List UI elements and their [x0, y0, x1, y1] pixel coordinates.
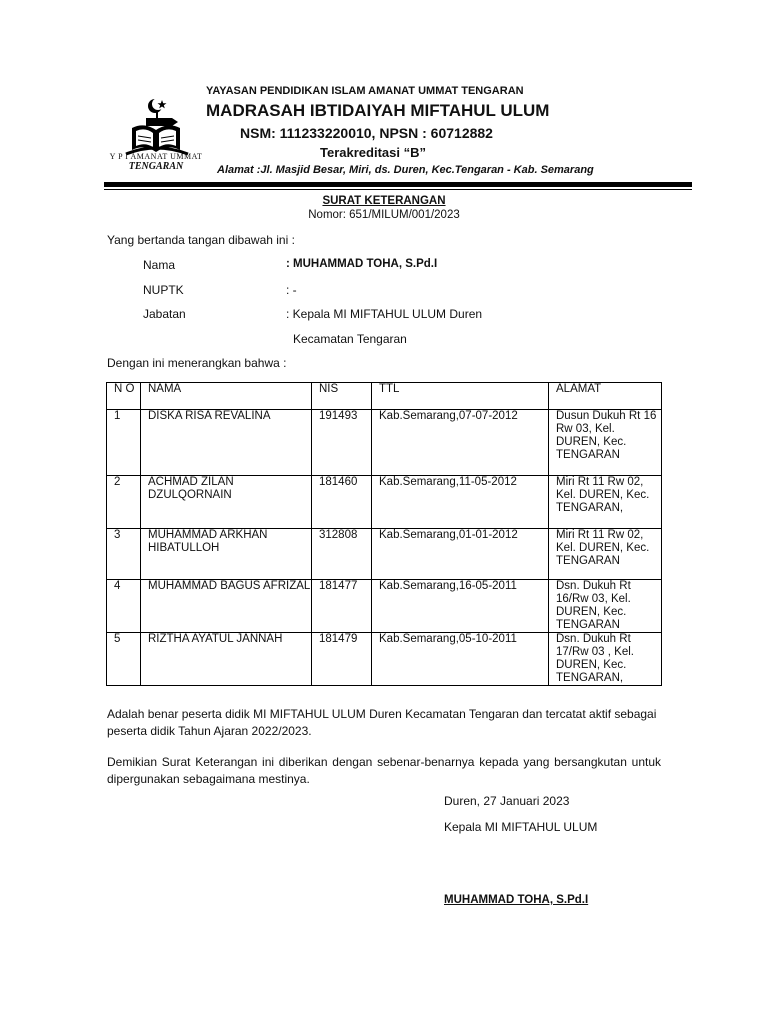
- table-header-row: [107, 383, 662, 410]
- cell-address: Dsn. Dukuh Rt 17/Rw 03 , Kel. DUREN, Kec. TENGARAN,: [549, 633, 662, 686]
- cell-address: Dusun Dukuh Rt 16 Rw 03, Kel. DUREN, Kec. TENGARAN: [549, 410, 662, 476]
- statement-paragraph: Adalah benar peserta didik MI MIFTAHUL ULUM Duren Kecamatan Tengaran dan tercatat aktif sebagai peserta didik Tahun Ajaran 2022/2023.: [107, 707, 657, 738]
- cell-nis: 312808: [312, 529, 372, 580]
- col-header-no: N O: [107, 383, 141, 410]
- cell-nis: 181460: [312, 476, 372, 529]
- cell-ttl: Kab.Semarang,07-07-2012: [372, 410, 549, 476]
- col-header-address: ALAMAT: [549, 383, 662, 410]
- col-header-ttl: TTL: [372, 383, 549, 410]
- school-address: Alamat :Jl. Masjid Besar, Miri, ds. Duren, Kec.Tengaran - Kab. Semarang: [217, 164, 594, 176]
- cell-ttl: Kab.Semarang,11-05-2012: [372, 476, 549, 529]
- cell-ttl: Kab.Semarang,01-01-2012: [372, 529, 549, 580]
- cell-name: ACHMAD ZILAN DZULQORNAIN: [141, 476, 312, 529]
- signer-position-value-cont: Kecamatan Tengaran: [293, 332, 407, 346]
- cell-no: 3: [107, 529, 141, 580]
- signer-name-label: Nama: [143, 258, 176, 272]
- cell-nis: 181477: [312, 580, 372, 633]
- intro-line: Dengan ini menerangkan bahwa :: [107, 356, 287, 370]
- book-emblem-icon: [102, 98, 212, 158]
- cell-ttl: Kab.Semarang,05-10-2011: [372, 633, 549, 686]
- cell-address: Miri Rt 11 Rw 02, Kel. DUREN, Kec. TENGARAN,: [549, 476, 662, 529]
- cell-nis: 181479: [312, 633, 372, 686]
- cell-no: 4: [107, 580, 141, 633]
- school-name: MADRASAH IBTIDAIYAH MIFTAHUL ULUM: [206, 101, 550, 120]
- logo-caption-top: Y P I AMANAT UMMAT: [109, 152, 203, 161]
- table-row: [107, 410, 662, 476]
- letter-number: Nomor: 651/MILUM/001/2023: [308, 209, 460, 221]
- cell-name: MUHAMMAD BAGUS AFRIZAL: [141, 580, 312, 633]
- table-row: [107, 529, 662, 580]
- signer-title: Kepala MI MIFTAHUL ULUM: [444, 820, 598, 834]
- cell-nis: 191493: [312, 410, 372, 476]
- table-row: [107, 633, 662, 686]
- school-identifiers: NSM: 111233220010, NPSN : 60712882: [240, 125, 493, 141]
- cell-name: DISKA RISA REVALINA: [141, 410, 312, 476]
- letter-title: SURAT KETERANGAN: [322, 195, 446, 207]
- col-header-name: NAMA: [141, 383, 312, 410]
- signer-nuptk-value: : -: [286, 283, 297, 297]
- cell-name: RIZTHA AYATUL JANNAH: [141, 633, 312, 686]
- signer-nuptk-label: NUPTK: [143, 283, 184, 297]
- signer-position-value: : Kepala MI MIFTAHUL ULUM Duren: [286, 307, 483, 321]
- accreditation: Terakreditasi “B”: [320, 145, 426, 160]
- signer-name-value: : MUHAMMAD TOHA, S.Pd.I: [286, 258, 438, 270]
- col-header-nis: NIS: [312, 383, 372, 410]
- signer-signature-name: MUHAMMAD TOHA, S.Pd.I: [444, 894, 589, 906]
- logo-caption-bottom: TENGARAN: [128, 161, 184, 172]
- header-divider-thick: [104, 182, 692, 187]
- table-row: [107, 580, 662, 633]
- closing-paragraph: Demikian Surat Keterangan ini diberikan dengan sebenar-benarnya kepada yang bersangkutan untuk dipergunakan sebagaimana mestinya.: [107, 755, 661, 786]
- cell-address: Dsn. Dukuh Rt 16/Rw 03, Kel. DUREN, Kec. TENGARAN: [549, 580, 662, 633]
- signer-position-label: Jabatan: [143, 307, 186, 321]
- cell-no: 1: [107, 410, 141, 476]
- cell-no: 2: [107, 476, 141, 529]
- cell-ttl: Kab.Semarang,16-05-2011: [372, 580, 549, 633]
- table-row: [107, 476, 662, 529]
- foundation-name: YAYASAN PENDIDIKAN ISLAM AMANAT UMMAT TENGARAN: [206, 85, 524, 97]
- cell-name: MUHAMMAD ARKHAN HIBATULLOH: [141, 529, 312, 580]
- cell-no: 5: [107, 633, 141, 686]
- student-table: [106, 382, 662, 686]
- cell-address: Miri Rt 11 Rw 02, Kel. DUREN, Kec. TENGARAN: [549, 529, 662, 580]
- header-divider-thin: [104, 189, 692, 190]
- opening-line: Yang bertanda tangan dibawah ini :: [107, 233, 295, 247]
- place-date: Duren, 27 Januari 2023: [444, 794, 570, 808]
